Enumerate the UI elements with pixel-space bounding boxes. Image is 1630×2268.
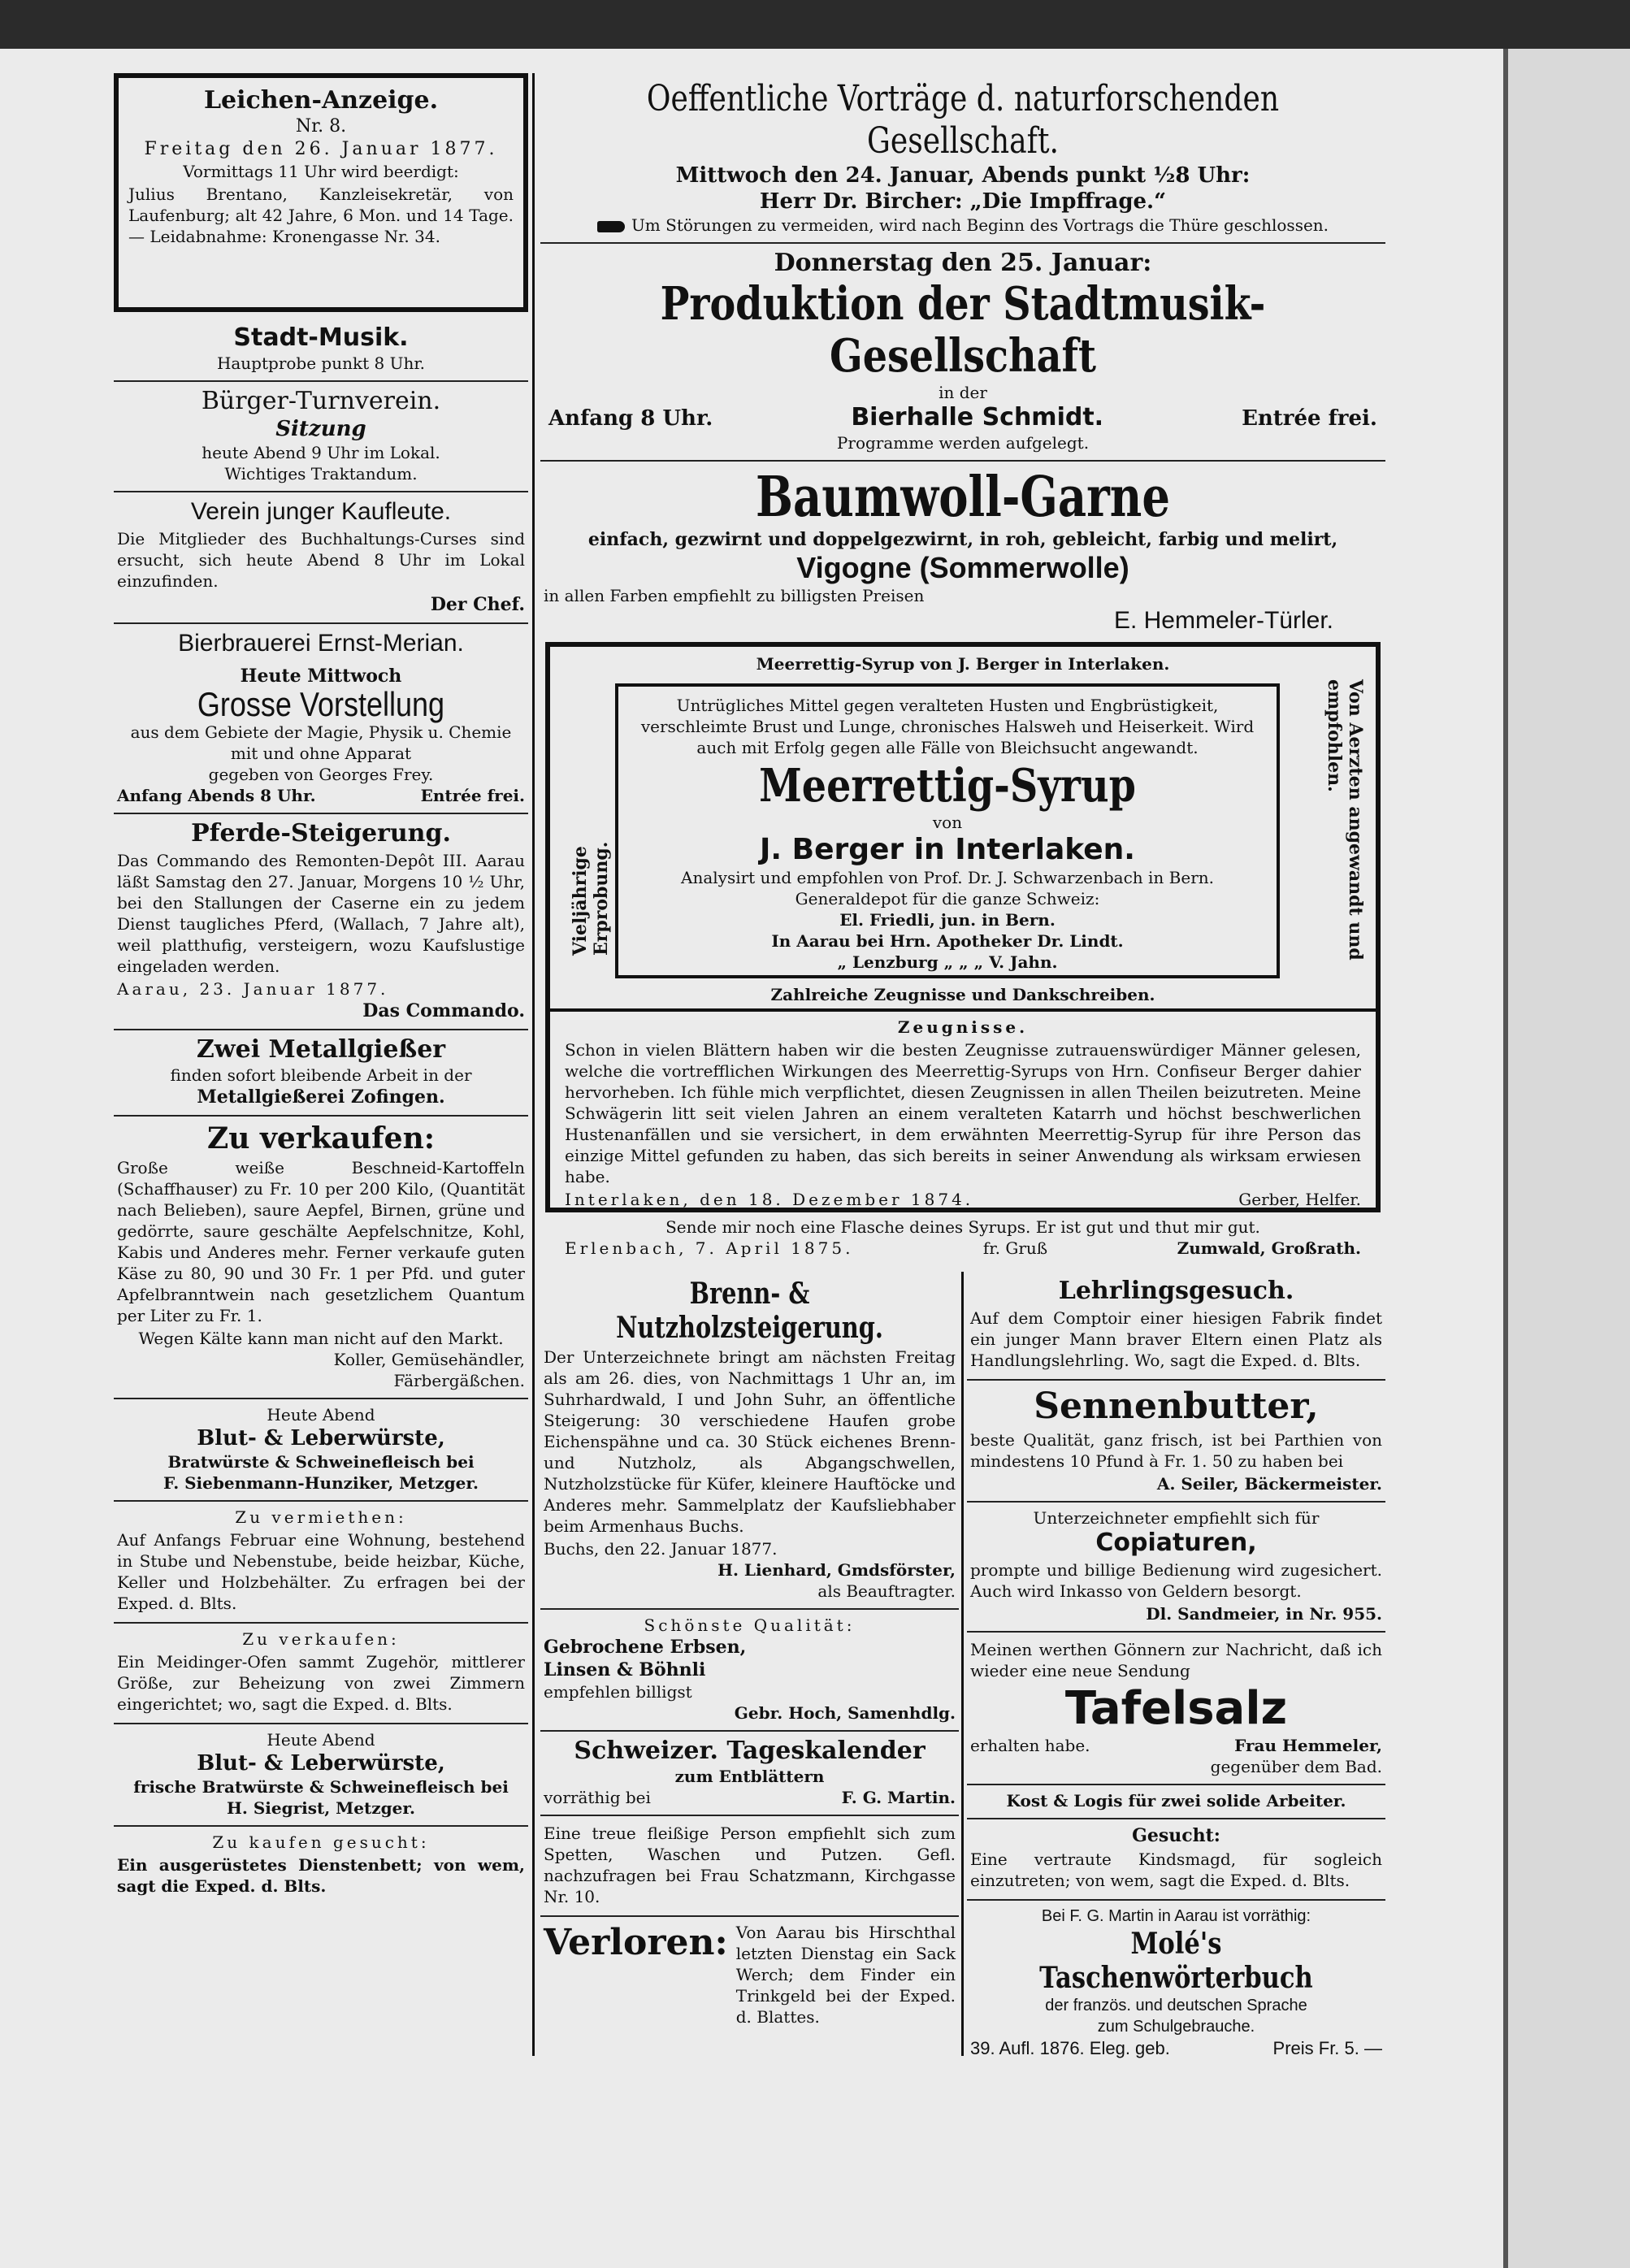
zeugnis-place-1: Interlaken, den 18. Dezember 1874.: [565, 1190, 974, 1209]
butter-sign: A. Seiler, Bäckermeister.: [1156, 1474, 1382, 1494]
bierbrauerei-show: Grosse Vorstellung: [197, 684, 445, 723]
turnverein-sub: Sitzung: [275, 417, 366, 441]
moles-price2: Preis Fr. 5. —: [1272, 2038, 1382, 2058]
moles-title: Molé's Taschenwörterbuch: [1039, 1927, 1313, 1995]
metall-firm: Metallgießerei Zofingen.: [197, 1086, 445, 1108]
kalender-sign: F. G. Martin.: [841, 1788, 956, 1807]
wurst-ad-2: [114, 1724, 528, 1827]
vortraege-ad: [540, 73, 1385, 244]
production-program: Programme werden aufgelegt.: [836, 433, 1090, 453]
copia-sign: Dl. Sandmeier, in Nr. 955.: [1146, 1604, 1382, 1624]
wurst2-sign: H. Siegrist, Metzger.: [227, 1798, 415, 1818]
person-ad: [540, 1816, 959, 1917]
syrup-maker: J. Berger in Interlaken.: [760, 833, 1135, 866]
syrup-title: Meerrettig-Syrup: [759, 759, 1136, 813]
erbsen-l2: Linsen & Böhnli: [544, 1659, 706, 1680]
verkaufen-ad: [114, 1117, 528, 1399]
vermiethen-title: Zu vermiethen:: [235, 1507, 407, 1527]
wurst2-pre: Heute Abend: [267, 1730, 375, 1750]
production-title: Produktion der Stadtmusik-Gesellschaft: [660, 277, 1266, 383]
kalender-l1: zum Entblättern: [674, 1767, 825, 1786]
ofen-ad: [114, 1624, 528, 1724]
funeral-title: Leichen-Anzeige.: [203, 86, 439, 115]
holz-place: Buchs, den 22. Januar 1877.: [544, 1539, 778, 1559]
ofen-text: Ein Meidinger-Ofen sammt Zugehör, mittlerer Größe, zur Beheizung von zwei Zimmern eingerichtet; wo, sagt die Exped. d. Blts.: [117, 1652, 525, 1714]
syrup-head: Meerrettig-Syrup von J. Berger in Interlaken.: [756, 654, 1170, 674]
copia-pre: Unterzeichneter empfiehlt sich für: [1033, 1508, 1320, 1528]
turnverein-ad: [114, 382, 528, 492]
vortraege-speaker: Herr Dr. Bircher: „Die Impffrage.“: [759, 189, 1167, 214]
kaufen-text: Ein ausgerüstetes Dienstenbett; von wem, sagt die Exped. d. Blts.: [117, 1855, 525, 1896]
funeral-date: Freitag den 26. Januar 1877.: [144, 139, 498, 159]
person-text: Eine treue fleißige Person empfiehlt sich zum Spetten, Waschen und Putzen. Gefl. nachzufragen bei Frau Schatzmann, Kirchgasse Nr. 10.: [544, 1824, 956, 1906]
vortraege-title: Oeffentliche Vorträge d. naturforschenden Gesellschaft.: [646, 78, 1280, 162]
kaufleute-sign: Der Chef.: [430, 594, 525, 615]
zeugnis-text-1: Schon in vielen Blättern haben wir die besten Zeugnisse zutrauenswürdiger Männer gelesen, welche die vortrefflichen Wirkungen des Meerrettig-Syrups von Hrn. Confiseur Berger dahier hervorheben. Ich fühle mich verpflichtet, diesen Zeugnissen in allen Theilen beizutreten. Meine Schwägerin litt seit vielen Jahren an einem veralteten Katarrh und höchst beschwerlichen Hustenanfällen und sie versichert, in dem erwähnten Meerrettig-Syrup für ihre Person das einzige Mittel gefunden zu haben, das sich bereits in seiner Anwendung als wirksam erwiesen habe.: [565, 1040, 1361, 1186]
metall-text: finden sofort bleibende Arbeit in der: [170, 1065, 472, 1085]
page-edge: [1503, 49, 1630, 2268]
kaufen-title: Zu kaufen gesucht:: [212, 1832, 430, 1852]
syrup-aarau: In Aarau bei Hrn. Apotheker Dr. Lindt.: [771, 931, 1124, 951]
zeugnisse-head: Zeugnisse.: [897, 1017, 1029, 1037]
moles-l2: zum Schulgebrauche.: [1097, 2018, 1255, 2036]
holz-sign2: als Beauftragter.: [817, 1581, 956, 1601]
zeugnis-sign-2: Zumwald, Großrath.: [1177, 1238, 1361, 1258]
pferde-text: Das Commando des Remonten-Depôt III. Aarau läßt Samstag den 27. Januar, Morgens 10 ½ Uhr, bei den Stallungen der Caserne ein zu jedem Dienst taugliches Pferd, (Wallach, 7 Jahre alt), weil platthufig, versteigern, wozu Kaufslustige eingeladen werden.: [117, 851, 525, 976]
wurst1-title: Blut- & Leberwürste,: [197, 1426, 445, 1451]
garne-title: Baumwoll-Garne: [756, 465, 1170, 530]
wurst1-pre: Heute Abend: [267, 1405, 375, 1425]
holz-ad: [540, 1272, 959, 1610]
verkaufen-sign2: Färbergäßchen.: [393, 1371, 525, 1390]
moles-pre: Bei F. G. Martin in Aarau ist vorräthig:: [1041, 1907, 1311, 1925]
kaufleute-title: Verein junger Kaufleute.: [190, 498, 452, 525]
kaufen-ad: [114, 1827, 528, 1905]
garne-l2: Vigogne (Sommerwolle): [796, 551, 1129, 584]
zeugnis-text-2: Sende mir noch eine Flasche deines Syrups. Er ist gut und thut mir gut.: [665, 1217, 1260, 1237]
bierbrauerei-l1: aus dem Gebiete der Magie, Physik u. Chemie: [130, 722, 512, 742]
pferde-ad: [114, 814, 528, 1030]
salz-sign: Frau Hemmeler,: [1234, 1736, 1382, 1755]
syrup-anal: Analysirt und empfohlen von Prof. Dr. J. Schwarzenbach in Bern.: [681, 868, 1214, 887]
funeral-notice: [114, 73, 528, 312]
verkaufen-text: Große weiße Beschneid-Kartoffeln (Schaffhauser) zu Fr. 10 per 200 Kilo, (Quantität nach Belieben), saure Aepfel, Birnen, grüne und gedörrte, saure geschälte Aepfelschnitze, Kohl, Kabis und Anderes mehr. Ferner verkaufe guten Käse zu 80, 90 und 30 Fr. 1 per Pfd. und guter Apfelbranntwein nach gesetzlichem Quantum per Liter zu Fr. 1.: [117, 1158, 525, 1325]
pferde-place: Aarau, 23. Januar 1877.: [117, 979, 389, 999]
holz-sign: H. Lienhard, Gmdsförster,: [717, 1560, 956, 1580]
garne-l3: in allen Farben empfiehlt zu billigsten Preisen: [544, 586, 925, 605]
holz-title: Brenn- & Nutzholzsteigerung.: [616, 1277, 883, 1345]
zeugnis-greet-2: fr. Gruß: [982, 1238, 1048, 1258]
bierbrauerei-l3: gegeben von Georges Frey.: [208, 765, 434, 784]
syrup-right-vertical: Von Aerzten angewandt und empfohlen.: [1324, 679, 1366, 961]
butter-text: beste Qualität, ganz frisch, ist bei Parthien von mindestens 10 Pfund à Fr. 1. 50 zu haben bei: [970, 1430, 1382, 1471]
production-date: Donnerstag den 25. Januar:: [774, 249, 1152, 277]
kaufleute-ad: [114, 492, 528, 624]
column-rule: [961, 1272, 964, 2056]
zeugnis-place-2: Erlenbach, 7. April 1875.: [565, 1238, 854, 1258]
erbsen-l1: Gebrochene Erbsen,: [544, 1637, 747, 1658]
vermiethen-text: Auf Anfangs Februar eine Wohnung, bestehend in Stube und Nebenstube, beide heizbar, Küche, Keller und Holzbehälter. Zu erfragen bei der Exped. d. Blts.: [117, 1530, 525, 1613]
verloren-text: Von Aarau bis Hirschthal letzten Dienstag ein Sack Werch; dem Finder ein Trinkgeld bei der Exped. d. Blattes.: [735, 1923, 956, 2027]
left-column: [114, 73, 528, 1905]
stadtmusik-ad: [114, 319, 528, 382]
moles-price1: 39. Aufl. 1876. Eleg. geb.: [970, 2038, 1170, 2058]
zeugnis-sign-1: Gerber, Helfer.: [1238, 1190, 1361, 1209]
verkaufen-sign: Koller, Gemüsehändler,: [333, 1350, 525, 1369]
holz-text: Der Unterzeichnete bringt am nächsten Freitag als am 26. dies, von Nachmittags 1 Uhr an, im Suhrhardwald, I und John Suhr, an öffentliche Steigerung: 30 verschiedene Haufen grobe Eichenspähne und ca. 30 Stück eichenes Brenn- und Nutzholz, als Abgangschwellen, Nutzholzstücke für Küfer, kleinere Hauftöcke und Anderes mehr. Sammelplatz der Kaufsliebhaber beim Armenhaus Buchs.: [544, 1347, 956, 1536]
syrup-foot: Zahlreiche Zeugnisse und Dankschreiben.: [770, 985, 1155, 1004]
salz-sign2: gegenüber dem Bad.: [1210, 1757, 1382, 1776]
bierbrauerei-ad: [114, 624, 528, 814]
verkaufen-title: Zu verkaufen:: [206, 1121, 436, 1156]
metall-title: Zwei Metallgießer: [196, 1035, 446, 1064]
production-start: Anfang 8 Uhr.: [548, 406, 713, 431]
wurst1-l1: Bratwürste & Schweinefleisch bei: [167, 1452, 475, 1472]
vortraege-note: Um Störungen zu vermeiden, wird nach Beginn des Vortrags die Thüre geschlossen.: [631, 215, 1329, 235]
lehrling-text: Auf dem Comptoir einer hiesigen Fabrik findet ein junger Mann braver Eltern einen Platz als Handlungslehrling. Wo, sagt die Exped. d. Blts.: [970, 1308, 1382, 1370]
right-column: [540, 73, 1385, 1258]
copia-ad: [967, 1503, 1385, 1633]
metall-ad: [114, 1030, 528, 1117]
stadtmusik-production-ad: [540, 244, 1385, 462]
funeral-number: Nr. 8.: [295, 116, 347, 137]
production-venue: Bierhalle Schmidt.: [851, 403, 1104, 431]
moles-ad: [967, 1901, 1385, 2066]
wurst-ad-1: [114, 1399, 528, 1502]
stadtmusik-title: Stadt-Musik.: [233, 323, 409, 352]
kalender-ad: [540, 1732, 959, 1816]
erbsen-ad: [540, 1610, 959, 1732]
kalender-title: Schweizer. Tageskalender: [574, 1737, 926, 1765]
erbsen-sign: Gebr. Hoch, Samenhdlg.: [734, 1703, 956, 1723]
funeral-line: Vormittags 11 Uhr wird beerdigt:: [183, 162, 459, 181]
syrup-inner-box: [615, 683, 1280, 978]
syrup-ad: [545, 642, 1381, 1258]
wurst2-title: Blut- & Leberwürste,: [197, 1751, 445, 1776]
salz-l1: erhalten habe.: [970, 1736, 1090, 1755]
verkaufen-note: Wegen Kälte kann man nicht auf den Markt.: [138, 1329, 504, 1348]
garne-sign: E. Hemmeler-Türler.: [1113, 607, 1333, 634]
wurst2-l1: frische Bratwürste & Schweinefleisch bei: [133, 1777, 509, 1797]
vortraege-date: Mittwoch den 24. Januar, Abends punkt ½8 Uhr:: [675, 163, 1251, 188]
bierbrauerei-start: Anfang Abends 8 Uhr.: [117, 786, 316, 805]
kost-ad: [967, 1785, 1385, 1819]
right-right-subcolumn: [967, 1272, 1385, 2066]
bierbrauerei-day: Heute Mittwoch: [240, 666, 402, 687]
syrup-depot2: El. Friedli, jun. in Bern.: [839, 910, 1056, 930]
pointing-hand-icon: [597, 221, 625, 232]
garne-ad: [540, 462, 1385, 635]
production-entry: Entrée frei.: [1242, 406, 1377, 431]
bierbrauerei-title: Bierbrauerei Ernst-Merian.: [178, 630, 464, 657]
syrup-lenzburg: „ Lenzburg „ „ „ V. Jahn.: [837, 952, 1058, 972]
copia-text: prompte und billige Bedienung wird zugesichert. Auch wird Inkasso von Geldern besorgt.: [970, 1560, 1382, 1601]
kaufleute-text: Die Mitglieder des Buchhaltungs-Curses sind ersucht, sich heute Abend 8 Uhr im Lokal einzufinden.: [117, 529, 525, 591]
kalender-l2: vorräthig bei: [544, 1788, 651, 1807]
erbsen-l3: empfehlen billigst: [544, 1682, 692, 1702]
kindsmagd-title: Gesucht:: [1132, 1825, 1220, 1846]
butter-title: Sennenbutter,: [1034, 1386, 1319, 1427]
stadtmusik-text: Hauptprobe punkt 8 Uhr.: [216, 353, 426, 373]
production-in: in der: [939, 383, 987, 402]
vermiethen-ad: [114, 1502, 528, 1624]
column-rule: [532, 73, 535, 2056]
erbsen-pre: Schönste Qualität:: [644, 1615, 856, 1635]
right-left-subcolumn: [540, 1272, 959, 2034]
kost-text: Kost & Logis für zwei solide Arbeiter.: [1006, 1791, 1346, 1810]
bierbrauerei-l2: mit und ohne Apparat: [230, 744, 412, 763]
salz-title: Tafelsalz: [1064, 1682, 1288, 1735]
wurst1-sign: F. Siebenmann-Hunziker, Metzger.: [163, 1473, 479, 1493]
kindsmagd-text: Eine vertraute Kindsmagd, für sogleich einzutreten; von wem, sagt die Exped. d. Blts.: [970, 1850, 1382, 1890]
syrup-left-vertical: Vieljährige Erprobung.: [570, 841, 612, 956]
verloren-title: Verloren:: [544, 1922, 728, 1963]
moles-l1: der französ. und deutschen Sprache: [1045, 1997, 1307, 2014]
pferde-sign: Das Commando.: [362, 1000, 525, 1021]
copia-title: Copiaturen,: [1095, 1529, 1257, 1557]
syrup-depot: Generaldepot für die ganze Schweiz:: [795, 889, 1100, 909]
lehrling-ad: [967, 1272, 1385, 1381]
salz-pre: Meinen werthen Gönnern zur Nachricht, daß ich wieder eine neue Sendung: [970, 1640, 1382, 1680]
turnverein-title: Bürger-Turnverein.: [201, 387, 441, 415]
syrup-intro: Untrügliches Mittel gegen veralteten Husten und Engbrüstigkeit, verschleimte Brust und Lunge, chronisches Halsweh und Heiserkeit. Wird auch mit Erfolg gegen alle Fälle von Bleichsucht angewandt.: [640, 696, 1255, 757]
salz-ad: [967, 1633, 1385, 1785]
turnverein-line2: Wichtiges Traktandum.: [224, 464, 418, 484]
funeral-text: Julius Brentano, Kanzleisekretär, von Laufenburg; alt 42 Jahre, 6 Mon. und 14 Tage. — Leidabnahme: Kronengasse Nr. 34.: [128, 184, 514, 246]
syrup-von: von: [932, 813, 963, 832]
bierbrauerei-entry: Entrée frei.: [420, 786, 525, 805]
garne-l1: einfach, gezwirnt und doppelgezwirnt, in roh, gebleicht, farbig und melirt,: [587, 529, 1338, 550]
ofen-title: Zu verkaufen:: [242, 1629, 400, 1649]
pferde-title: Pferde-Steigerung.: [191, 819, 451, 848]
lehrling-title: Lehrlingsgesuch.: [1058, 1277, 1294, 1305]
turnverein-line1: heute Abend 9 Uhr im Lokal.: [202, 443, 440, 462]
verloren-ad: [540, 1917, 959, 2034]
kindsmagd-ad: [967, 1819, 1385, 1901]
butter-ad: [967, 1381, 1385, 1503]
